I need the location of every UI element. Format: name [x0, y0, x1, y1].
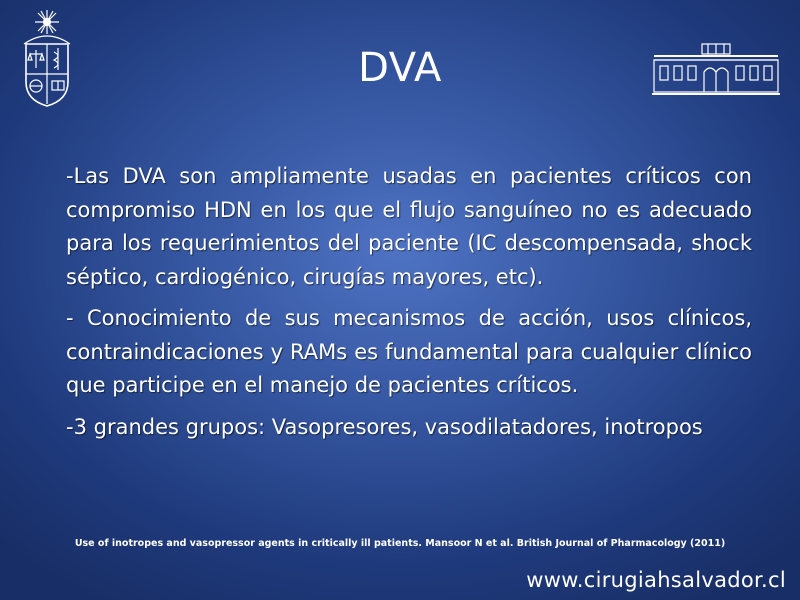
slide-title: DVA	[358, 45, 442, 91]
website-url: www.cirugiahsalvador.cl	[526, 568, 786, 592]
reference-citation: Use of inotropes and vasopressor agents in critically ill patients. Mansoor N et al. British Journal of Pharmacology (2011)	[74, 538, 726, 549]
slide-body	[66, 160, 752, 444]
paragraph-knowledge: - Conocimiento de sus mecanismos de acción, usos clínicos, contraindicaciones y RAMs es fundamental para cualquier clínico que participe en el manejo de pacientes críticos.	[66, 306, 752, 397]
paragraph-groups: -3 grandes grupos: Vasopresores, vasodilatadores, inotropos	[66, 414, 703, 439]
paragraph-dva-usage: -Las DVA son ampliamente usadas en pacientes críticos con compromiso HDN en los que el flujo sanguíneo no es adecuado para los requerimientos del paciente (IC descompensada, shock séptico, cardiogénico, cirugías mayores, etc).	[66, 164, 752, 289]
